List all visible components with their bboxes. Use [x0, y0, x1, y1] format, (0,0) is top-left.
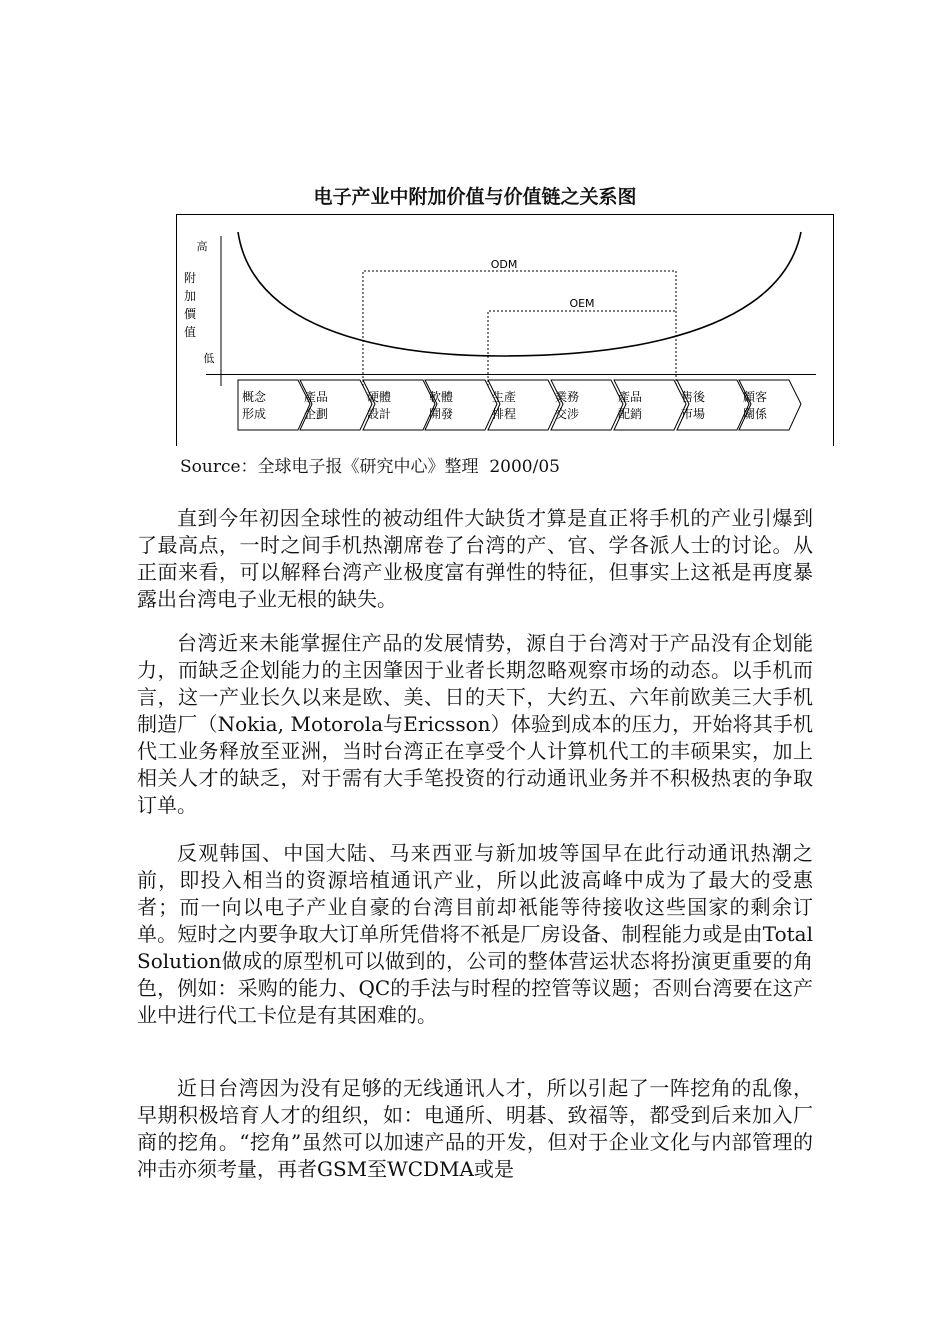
- chain-step-line2: 設計: [367, 407, 392, 421]
- chain-step-line1: 產品: [618, 390, 643, 404]
- chain-step-line2: 關係: [743, 407, 768, 421]
- y-axis-low-label: 低: [203, 352, 215, 365]
- chain-step-line2: 形成: [242, 407, 267, 421]
- odm-bracket: [363, 271, 676, 386]
- chain-step-line1: 售後: [681, 390, 706, 404]
- figure-title: 电子产业中附加价值与价值链之关系图: [313, 186, 637, 208]
- chain-step-line1: 產品: [304, 390, 329, 404]
- body-paragraph: 反观韩国、中国大陆、马来西亚与新加坡等国早在此行动通讯热潮之前，即投入相当的资源培植通讯产业，所以此波高峰中成为了最大的受惠者；而一向以电子产业自豪的台湾目前却衹能等待接收这些国家的剩余订单。短时之内要争取大订单所凭借将不衹是厂房设备、制程能力或是由Total Solution做成的原型机可以做到的，公司的整体营运状态将扮演更重要的角色，例如：采购的能力、QC的手法与时程的控管等议题；否则台湾要在这产业中进行代工卡位是有其困难的。: [137, 841, 813, 1027]
- y-axis-high-label: 高: [196, 240, 208, 253]
- chain-step-line1: 業務: [555, 390, 580, 404]
- y-axis-label-char: 附: [183, 271, 197, 285]
- chain-step-line1: 概念: [242, 390, 267, 404]
- body-paragraph: 近日台湾因为没有足够的无线通讯人才，所以引起了一阵挖角的乱像，早期积极培育人才的组织，如：电通所、明碁、致福等，都受到后来加入厂商的挖角。“挖角”虽然可以加速产品的开发，但对于企业文化与内部管理的冲击亦须考量，再者GSM至WCDMA或是: [137, 1076, 813, 1181]
- chain-step: [300, 380, 372, 430]
- chain-step-line1: 軟體: [429, 390, 454, 404]
- oem-label: OEM: [569, 297, 595, 310]
- chain-step: [488, 380, 560, 430]
- chain-step-line2: 交涉: [555, 407, 580, 421]
- chain-step-line2: 配銷: [618, 407, 643, 421]
- chain-step-line2: 開發: [429, 407, 454, 421]
- chain-step: [425, 380, 497, 430]
- chain-step: [614, 380, 686, 430]
- y-axis-label-char: 加: [183, 289, 197, 303]
- y-axis-label-char: 價: [183, 307, 197, 321]
- chain-step-line1: 硬體: [367, 390, 392, 404]
- chain-step-line1: 顧客: [743, 390, 768, 404]
- chain-step: [363, 380, 435, 430]
- value-chain-figure: [176, 214, 834, 446]
- chain-step-line2: 市場: [681, 407, 706, 421]
- chain-step-line2: 企劃: [304, 407, 329, 421]
- body-paragraph: 台湾近来未能掌握住产品的发展情势，源自于台湾对于产品没有企划能力，而缺乏企划能力的主因肇因于业者长期忽略观察市场的动态。以手机而言，这一产业长久以来是欧、美、日的天下，大约五、六年前欧美三大手机制造厂（Nokia, Motorola与Ericsson）体验到成本的压力，开始将其手机代工业务释放至亚洲，当时台湾正在享受个人计算机代工的丰硕果实，加上相关人才的缺乏，对于需有大手笔投资的行动通讯业务并不积极热衷的争取订单。: [137, 631, 813, 817]
- chain-step-line2: 排程: [492, 407, 517, 421]
- value-chain-diagram: [176, 214, 834, 446]
- chain-step: [551, 380, 623, 430]
- chain-step: [677, 380, 749, 430]
- figure-source: Source：全球电子报《研究中心》整理 2000/05: [180, 457, 560, 477]
- y-axis-label-char: 值: [183, 325, 197, 339]
- value-added-curve: [238, 232, 801, 356]
- body-paragraph: 直到今年初因全球性的被动组件大缺货才算是直正将手机的产业引爆到了最高点，一时之间手机热潮席卷了台湾的产、官、学各派人士的讨论。从正面来看，可以解释台湾产业极度富有弹性的特征，但事实上这衹是再度暴露出台湾电子业无根的缺失。: [137, 506, 813, 611]
- odm-label: ODM: [490, 258, 518, 271]
- chain-step: [238, 380, 310, 430]
- chain-step-line1: 生產: [492, 390, 517, 404]
